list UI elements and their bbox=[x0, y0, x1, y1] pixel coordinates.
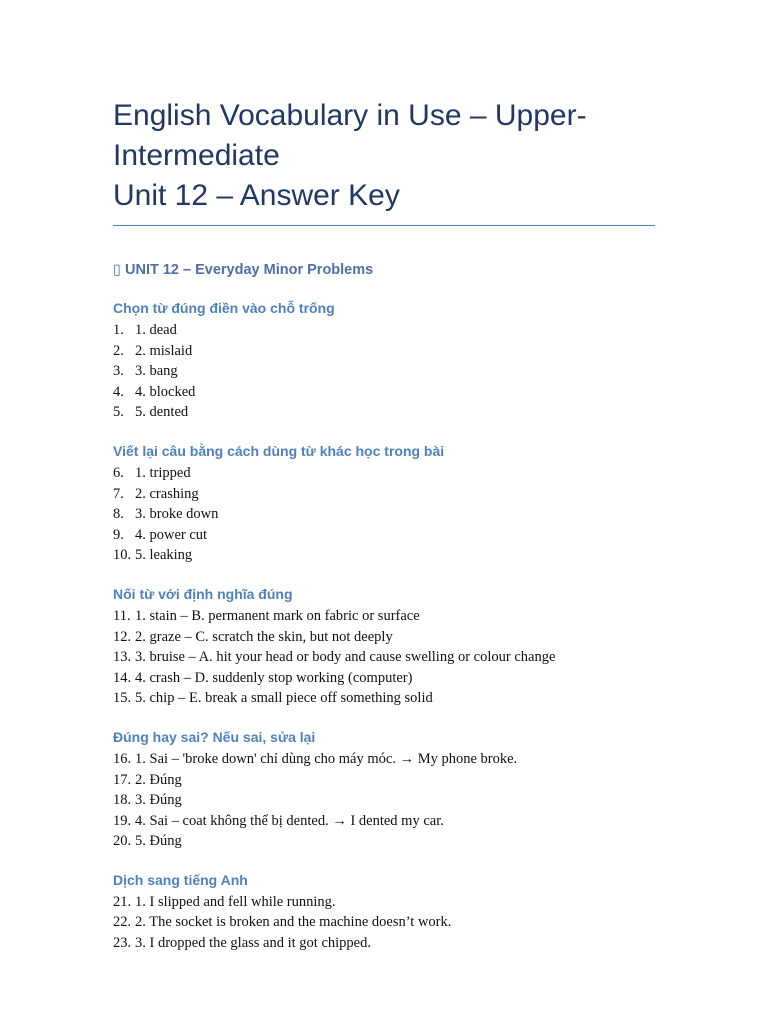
item-answer: 5. chip – E. break a small piece off something solid bbox=[135, 690, 433, 707]
list-item bbox=[113, 668, 655, 689]
item-answer: 1. dead bbox=[135, 322, 177, 338]
item-number: 6. bbox=[113, 464, 124, 481]
list-item bbox=[113, 402, 655, 423]
item-number: 20. bbox=[113, 833, 132, 850]
item-number: 8. bbox=[113, 506, 124, 523]
list-item bbox=[113, 933, 655, 954]
item-answer: 5. dented bbox=[135, 404, 189, 421]
item-number: 2. bbox=[113, 342, 124, 359]
title-line-2: Intermediate bbox=[113, 139, 280, 172]
item-answer: 4. crash – D. suddenly stop working (computer) bbox=[135, 669, 413, 686]
item-answer: 5. Đúng bbox=[135, 833, 182, 850]
list-item bbox=[113, 688, 655, 709]
list-item bbox=[113, 912, 655, 933]
answer-list bbox=[113, 320, 655, 423]
item-answer: 3. I dropped the glass and it got chipped. bbox=[135, 935, 371, 952]
item-number: 19. bbox=[113, 812, 132, 829]
title-line-3: Unit 12 – Answer Key bbox=[113, 179, 400, 212]
item-number: 15. bbox=[113, 690, 132, 707]
item-answer: 4. Sai – coat không thể bị dented. → I dented my car. bbox=[135, 812, 444, 829]
section-heading: Đúng hay sai? Nếu sai, sửa lại bbox=[113, 728, 316, 745]
item-answer: 2. The socket is broken and the machine doesn’t work. bbox=[135, 914, 452, 931]
list-item bbox=[113, 647, 655, 668]
document-title bbox=[113, 96, 655, 216]
item-answer: 1. I slipped and fell while running. bbox=[135, 893, 336, 910]
item-answer: 3. Đúng bbox=[135, 792, 182, 809]
item-answer: 1. tripped bbox=[135, 464, 191, 481]
item-number: 7. bbox=[113, 485, 124, 502]
list-item bbox=[113, 545, 655, 566]
item-number: 4. bbox=[113, 383, 124, 400]
list-item bbox=[113, 811, 655, 832]
answer-list bbox=[113, 606, 655, 709]
item-number: 18. bbox=[113, 792, 132, 809]
list-item bbox=[113, 790, 655, 811]
item-answer: 2. crashing bbox=[135, 485, 199, 502]
list-item bbox=[113, 627, 655, 648]
list-item bbox=[113, 831, 655, 852]
item-number: 14. bbox=[113, 669, 132, 686]
list-item bbox=[113, 504, 655, 525]
answer-list bbox=[113, 749, 655, 852]
item-answer: 3. bruise – A. hit your head or body and cause swelling or colour change bbox=[135, 649, 556, 666]
list-item bbox=[113, 341, 655, 362]
list-item bbox=[113, 484, 655, 505]
section-heading: Dịch sang tiếng Anh bbox=[113, 871, 248, 888]
answer-list bbox=[113, 463, 655, 566]
item-number: 10. bbox=[113, 547, 132, 564]
item-number: 9. bbox=[113, 526, 124, 543]
item-number: 11. bbox=[113, 607, 131, 624]
item-number: 12. bbox=[113, 628, 132, 645]
item-number: 22. bbox=[113, 914, 132, 931]
list-item bbox=[113, 463, 655, 484]
item-answer: 2. Đúng bbox=[135, 771, 182, 788]
item-number: 1. bbox=[113, 322, 124, 338]
answer-section bbox=[113, 727, 655, 852]
item-number: 16. bbox=[113, 750, 132, 767]
item-answer: 1. stain – B. permanent mark on fabric or surface bbox=[135, 607, 420, 624]
section-heading: Chọn từ đúng điền vào chỗ trống bbox=[113, 300, 335, 316]
list-item bbox=[113, 320, 655, 341]
item-number: 13. bbox=[113, 649, 132, 666]
list-item bbox=[113, 525, 655, 546]
item-number: 17. bbox=[113, 771, 132, 788]
title-line-1: English Vocabulary in Use – Upper- bbox=[113, 99, 587, 132]
document-page bbox=[113, 96, 655, 954]
answer-list bbox=[113, 892, 655, 954]
item-answer: 3. broke down bbox=[135, 506, 219, 523]
answer-section bbox=[113, 584, 655, 709]
item-answer: 2. graze – C. scratch the skin, but not deeply bbox=[135, 628, 393, 645]
list-item bbox=[113, 382, 655, 403]
answer-section bbox=[113, 870, 655, 954]
item-answer: 3. bang bbox=[135, 363, 178, 380]
unit-heading: ▯ UNIT 12 – Everyday Minor Problems bbox=[113, 262, 374, 278]
list-item bbox=[113, 770, 655, 791]
answer-sections bbox=[113, 298, 655, 954]
answer-section bbox=[113, 441, 655, 566]
item-number: 21. bbox=[113, 893, 132, 910]
list-item bbox=[113, 749, 655, 770]
title-divider bbox=[113, 225, 655, 226]
item-answer: 1. Sai – 'broke down' chỉ dùng cho máy móc. → My phone broke. bbox=[135, 750, 518, 767]
item-answer: 2. mislaid bbox=[135, 342, 193, 359]
item-number: 5. bbox=[113, 404, 124, 421]
item-answer: 4. blocked bbox=[135, 383, 196, 400]
item-number: 23. bbox=[113, 935, 132, 952]
item-number: 3. bbox=[113, 363, 124, 380]
item-answer: 4. power cut bbox=[135, 526, 208, 543]
section-heading: Nối từ với định nghĩa đúng bbox=[113, 585, 293, 602]
list-item bbox=[113, 892, 655, 913]
list-item bbox=[113, 361, 655, 382]
list-item bbox=[113, 606, 655, 627]
item-answer: 5. leaking bbox=[135, 547, 193, 564]
section-heading: Viết lại câu bằng cách dùng từ khác học trong bài bbox=[113, 442, 445, 459]
answer-section bbox=[113, 298, 655, 423]
